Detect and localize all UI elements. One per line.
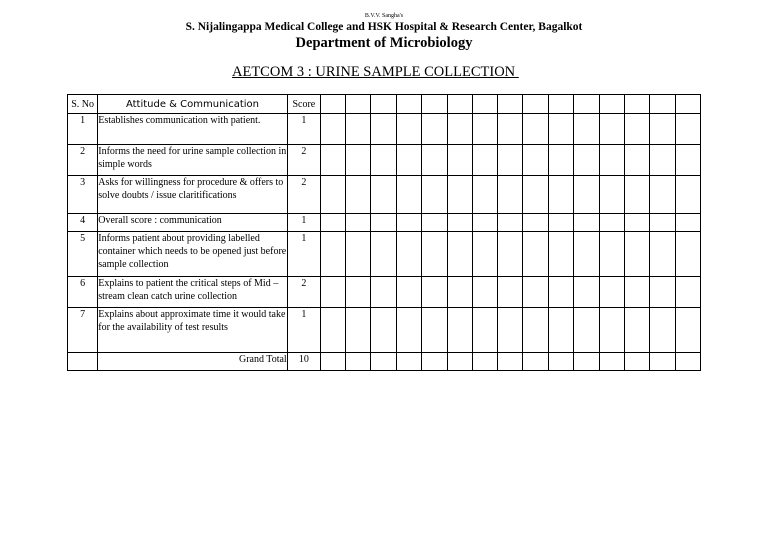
row-criterion: Asks for willingness for procedure & offers to solve doubts / issue claritifications [98,176,287,214]
row-criterion: Informs the need for urine sample collection in simple words [98,145,287,176]
score-entry-cell[interactable] [473,145,498,176]
table-row [68,232,701,277]
score-entry-cell[interactable] [675,145,700,176]
score-entry-cell[interactable] [573,353,599,371]
row-criterion: Explains to patient the critical steps of Mid – stream clean catch urine collection [98,277,287,308]
score-entry-cell[interactable] [371,353,396,371]
score-entry-cell[interactable] [371,114,396,145]
score-entry-cell[interactable] [346,145,371,176]
score-entry-cell[interactable] [498,114,523,145]
score-entry-cell[interactable] [421,145,447,176]
score-entry-cell[interactable] [346,114,371,145]
blank-header-cell[interactable] [548,95,573,114]
score-entry-cell[interactable] [371,145,396,176]
score-entry-cell[interactable] [498,214,523,232]
table-header-row [68,95,701,114]
score-entry-cell[interactable] [625,353,650,371]
score-entry-cell[interactable] [421,114,447,145]
blank-header-cell[interactable] [396,95,421,114]
score-entry-cell[interactable] [498,176,523,214]
table-row [68,145,701,176]
grand-total-value: 10 [287,353,320,371]
score-entry-cell[interactable] [473,308,498,353]
blank-header-cell[interactable] [573,95,599,114]
score-entry-cell[interactable] [523,176,548,214]
score-entry-cell[interactable] [396,353,421,371]
score-entry-cell[interactable] [396,176,421,214]
row-criterion: Overall score : communication [98,214,287,232]
table-row [68,114,701,145]
score-entry-cell[interactable] [346,308,371,353]
score-entry-cell[interactable] [473,353,498,371]
score-entry-cell[interactable] [447,308,472,353]
score-entry-cell[interactable] [346,232,371,277]
page-title: AETCOM 3 : URINE SAMPLE COLLECTION [232,64,519,80]
score-entry-cell[interactable] [675,308,700,353]
score-entry-cell[interactable] [447,232,472,277]
blank-header-cell[interactable] [600,95,625,114]
score-entry-cell[interactable] [573,277,599,308]
row-number: 3 [68,176,98,214]
score-entry-cell[interactable] [473,176,498,214]
score-entry-cell[interactable] [600,277,625,308]
score-entry-cell[interactable] [396,214,421,232]
grand-total-row [68,353,701,371]
row-number: 1 [68,114,98,145]
score-entry-cell[interactable] [421,308,447,353]
score-entry-cell[interactable] [371,277,396,308]
score-entry-cell[interactable] [675,176,700,214]
header-score: Score [287,95,320,114]
score-entry-cell[interactable] [625,277,650,308]
score-entry-cell[interactable] [573,308,599,353]
score-entry-cell[interactable] [421,176,447,214]
score-entry-cell[interactable] [573,232,599,277]
score-entry-cell[interactable] [650,308,675,353]
score-entry-cell[interactable] [473,114,498,145]
score-entry-cell[interactable] [447,214,472,232]
score-entry-cell[interactable] [548,308,573,353]
row-score: 2 [287,176,320,214]
row-score: 1 [287,214,320,232]
score-entry-cell[interactable] [320,214,345,232]
score-entry-cell[interactable] [600,176,625,214]
score-entry-cell[interactable] [320,114,345,145]
score-entry-cell[interactable] [573,214,599,232]
score-entry-cell[interactable] [600,214,625,232]
row-score: 1 [287,114,320,145]
score-entry-cell[interactable] [473,277,498,308]
row-score: 1 [287,308,320,353]
score-entry-cell[interactable] [600,308,625,353]
score-entry-cell[interactable] [650,277,675,308]
score-entry-cell[interactable] [523,214,548,232]
score-entry-cell[interactable] [600,114,625,145]
score-entry-cell[interactable] [548,353,573,371]
score-entry-cell[interactable] [371,214,396,232]
score-entry-cell[interactable] [650,145,675,176]
score-entry-cell[interactable] [675,277,700,308]
score-entry-cell[interactable] [346,176,371,214]
score-entry-cell[interactable] [447,176,472,214]
row-number: 7 [68,308,98,353]
score-entry-cell[interactable] [650,114,675,145]
table-row [68,176,701,214]
score-entry-cell[interactable] [498,353,523,371]
score-entry-cell[interactable] [421,353,447,371]
score-entry-cell[interactable] [523,353,548,371]
score-entry-cell[interactable] [320,176,345,214]
blank-header-cell[interactable] [371,95,396,114]
score-entry-cell[interactable] [346,214,371,232]
header-attitude: Attitude & Communication [98,95,287,114]
score-entry-cell[interactable] [421,277,447,308]
score-entry-cell[interactable] [447,114,472,145]
row-number: 6 [68,277,98,308]
score-entry-cell[interactable] [523,114,548,145]
table-row [68,214,701,232]
score-entry-cell[interactable] [573,145,599,176]
score-entry-cell[interactable] [396,277,421,308]
score-entry-cell[interactable] [447,353,472,371]
score-entry-cell[interactable] [548,232,573,277]
score-entry-cell[interactable] [650,214,675,232]
score-entry-cell[interactable] [523,308,548,353]
score-entry-cell[interactable] [650,353,675,371]
score-entry-cell[interactable] [473,232,498,277]
blank-header-cell[interactable] [498,95,523,114]
row-score: 1 [287,232,320,277]
score-entry-cell[interactable] [396,114,421,145]
score-entry-cell[interactable] [396,308,421,353]
score-entry-cell[interactable] [573,114,599,145]
score-entry-cell[interactable] [447,277,472,308]
score-entry-cell[interactable] [600,145,625,176]
table-row [68,277,701,308]
blank-header-cell[interactable] [421,95,447,114]
blank-header-cell[interactable] [320,95,345,114]
score-entry-cell[interactable] [320,277,345,308]
score-entry-cell[interactable] [396,145,421,176]
score-entry-cell[interactable] [447,145,472,176]
score-entry-cell[interactable] [675,232,700,277]
row-number: 4 [68,214,98,232]
row-number: 5 [68,232,98,277]
score-entry-cell[interactable] [498,308,523,353]
score-entry-cell[interactable] [498,232,523,277]
score-entry-cell[interactable] [523,232,548,277]
blank-header-cell[interactable] [625,95,650,114]
score-entry-cell[interactable] [498,145,523,176]
score-entry-cell[interactable] [421,232,447,277]
score-entry-cell[interactable] [498,277,523,308]
table-row [68,308,701,353]
score-entry-cell[interactable] [396,232,421,277]
score-entry-cell[interactable] [523,145,548,176]
score-entry-cell[interactable] [548,145,573,176]
blank-header-cell[interactable] [447,95,472,114]
score-entry-cell[interactable] [371,308,396,353]
score-entry-cell[interactable] [625,214,650,232]
score-entry-cell[interactable] [421,214,447,232]
score-entry-cell[interactable] [346,353,371,371]
grand-total-blank-cell [68,353,98,371]
college-name: S. Nijalingappa Medical College and HSK Hospital & Research Center, Bagalkot [185,21,583,33]
score-entry-cell[interactable] [473,214,498,232]
blank-header-cell[interactable] [346,95,371,114]
grand-total-label: Grand Total [98,353,287,371]
score-entry-cell[interactable] [573,176,599,214]
score-entry-cell[interactable] [600,353,625,371]
blank-header-cell[interactable] [523,95,548,114]
score-entry-cell[interactable] [320,232,345,277]
score-entry-cell[interactable] [371,176,396,214]
score-entry-cell[interactable] [320,308,345,353]
score-entry-cell[interactable] [675,214,700,232]
row-criterion: Explains about approximate time it would take for the availability of test results [98,308,287,353]
society-label: B.V.V. Sangha's [364,13,404,19]
score-entry-cell[interactable] [650,232,675,277]
score-entry-cell[interactable] [650,176,675,214]
score-entry-cell[interactable] [625,176,650,214]
score-entry-cell[interactable] [675,353,700,371]
row-score: 2 [287,145,320,176]
score-entry-cell[interactable] [625,114,650,145]
score-entry-cell[interactable] [320,353,345,371]
score-entry-cell[interactable] [523,277,548,308]
score-entry-cell[interactable] [675,114,700,145]
score-entry-cell[interactable] [625,232,650,277]
score-entry-cell[interactable] [600,232,625,277]
blank-header-cell[interactable] [473,95,498,114]
row-score: 2 [287,277,320,308]
assessment-table [67,94,701,371]
score-entry-cell[interactable] [548,176,573,214]
score-entry-cell[interactable] [548,277,573,308]
row-criterion: Establishes communication with patient. [98,114,287,145]
score-entry-cell[interactable] [346,277,371,308]
header-sno: S. No [68,95,98,114]
score-entry-cell[interactable] [625,308,650,353]
row-number: 2 [68,145,98,176]
score-entry-cell[interactable] [548,114,573,145]
score-entry-cell[interactable] [320,145,345,176]
department-name: Department of Microbiology [295,35,473,51]
score-entry-cell[interactable] [625,145,650,176]
blank-header-cell[interactable] [675,95,700,114]
score-entry-cell[interactable] [371,232,396,277]
row-criterion: Informs patient about providing labelled container which needs to be opened just before sample collection [98,232,287,277]
blank-header-cell[interactable] [650,95,675,114]
score-entry-cell[interactable] [548,214,573,232]
